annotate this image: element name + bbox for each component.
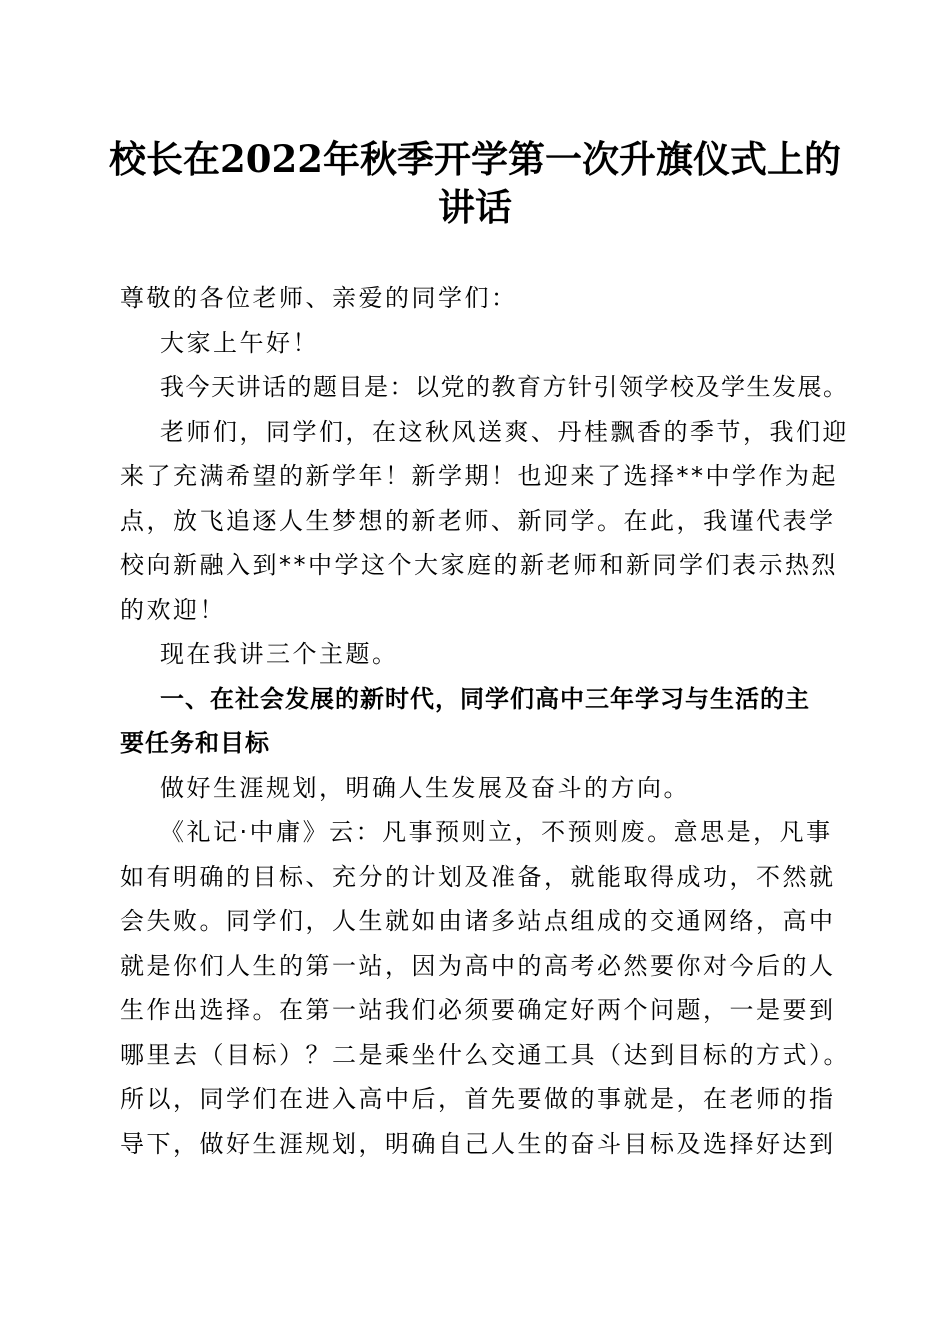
body-text-line: 哪里去（目标）？二是乘坐什么交通工具（达到目标的方式）。 bbox=[120, 1040, 850, 1069]
body-text-line: 所以，同学们在进入高中后，首先要做的事就是，在老师的指 bbox=[120, 1085, 836, 1113]
body-text-line: 生作出选择。在第一站我们必须要确定好两个问题，一是要到 bbox=[120, 996, 836, 1024]
body-text-line: 点，放飞追逐人生梦想的新老师、新同学。在此，我谨代表学 bbox=[120, 506, 836, 535]
section-heading-line: 要任务和目标 bbox=[120, 729, 270, 757]
document-title-line-2: 讲话 bbox=[438, 185, 512, 229]
body-text-line: 尊敬的各位老师、亲爱的同学们： bbox=[120, 284, 518, 312]
body-text-line: 做好生涯规划，明确人生发展及奋斗的方向。 bbox=[160, 773, 690, 802]
body-text-line: 来了充满希望的新学年！新学期！也迎来了选择**中学作为起 bbox=[120, 462, 838, 490]
section-heading-line: 一、在社会发展的新时代，同学们高中三年学习与生活的主 bbox=[160, 684, 810, 713]
body-text-line: 就是你们人生的第一站，因为高中的高考必然要你对今后的人 bbox=[120, 951, 836, 980]
document-title-line-1: 校长在2022年秋季开学第一次升旗仪式上的 bbox=[109, 137, 841, 181]
body-text-line: 导下，做好生涯规划，明确自己人生的奋斗目标及选择好达到 bbox=[120, 1129, 836, 1158]
body-text-line: 大家上午好！ bbox=[160, 328, 319, 357]
body-text-line: 老师们，同学们，在这秋风送爽、丹桂飘香的季节，我们迎 bbox=[160, 417, 849, 446]
body-text-line: 的欢迎！ bbox=[120, 595, 226, 624]
body-text-line: 如有明确的目标、充分的计划及准备，就能取得成功，不然就 bbox=[120, 862, 836, 891]
body-text-line: 《礼记·中庸》云：凡事预则立，不预则废。意思是，凡事 bbox=[160, 818, 833, 846]
document-body bbox=[120, 276, 850, 1166]
body-text-line: 我今天讲话的题目是：以党的教育方针引领学校及学生发展。 bbox=[160, 373, 849, 401]
body-text-line: 现在我讲三个主题。 bbox=[160, 640, 399, 668]
body-text-line: 会失败。同学们，人生就如由诸多站点组成的交通网络，高中 bbox=[120, 907, 836, 935]
body-text-line: 校向新融入到**中学这个大家庭的新老师和新同学们表示热烈 bbox=[120, 551, 838, 579]
